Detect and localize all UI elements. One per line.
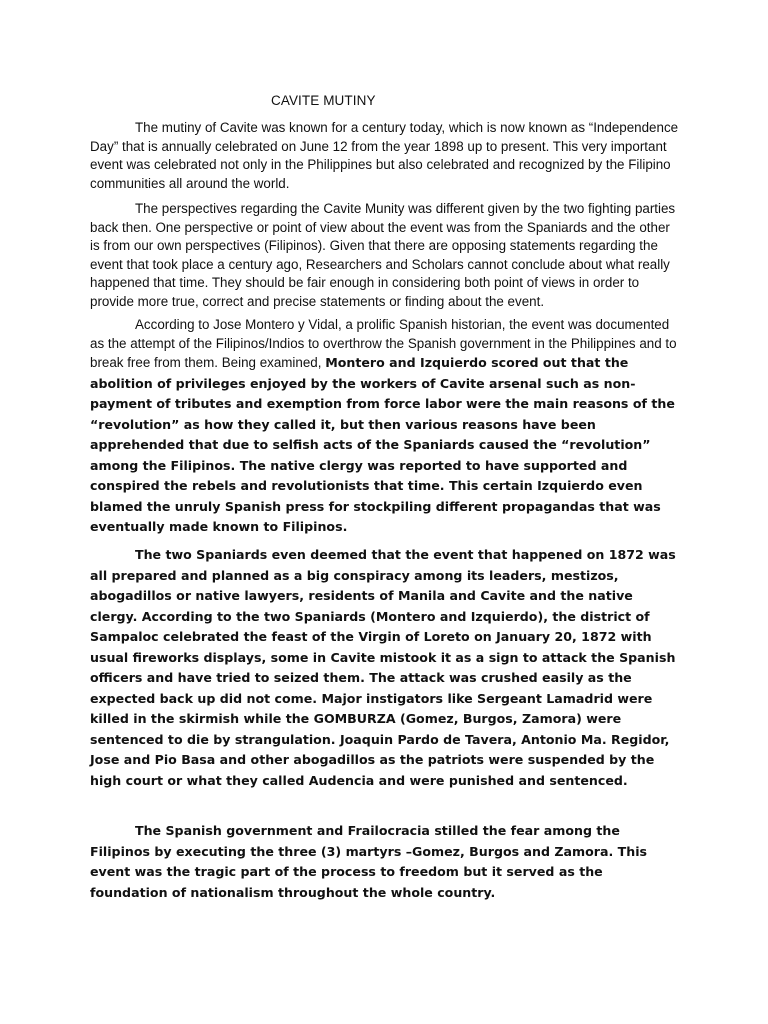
paragraph-5: The Spanish government and Frailocracia stilled the fear among the Filipinos by executing the three (3) martyrs –Gomez, Burgos and Zamora. This event was the tragic part of the process to freedom but it served as the foundation of nationalism throughout the whole country.	[90, 823, 648, 900]
document-title: CAVITE MUTINY	[271, 93, 376, 108]
paragraph-2: The perspectives regarding the Cavite Munity was different given by the two fighting parties back then. One perspective or point of view about the event was from the Spaniards and the other is from our own perspectives (Filipinos). Given that there are opposing statements regarding the event that took place a century ago, Researchers and Scholars cannot conclude about what really happened that time. They should be fair enough in considering both point of views in order to provide more true, correct and precise statements or finding about the event.	[90, 201, 676, 309]
paragraph-4: The two Spaniards even deemed that the event that happened on 1872 was all prepared and planned as a big conspiracy among its leaders, mestizos, abogadillos or native lawyers, residents of Manila and Cavite and the native clergy. According to the two Spaniards (Montero and Izquierdo), the district of Sampaloc celebrated the feast of the Virgin of Loreto on January 20, 1872 with usual fireworks displays, some in Cavite mistook it as a sign to attack the Spanish officers and have tried to seized them. The attack was crushed easily as the expected back up did not come. Major instigators like Sergeant Lamadrid were killed in the skirmish while the GOMBURZA (Gomez, Burgos, Zamora) were sentenced to die by strangulation. Joaquin Pardo de Tavera, Antonio Ma. Regidor, Jose and Pio Basa and other abogadillos as the patriots were suspended by the high court or what they called Audencia and were punished and sentenced.	[90, 547, 676, 788]
paragraph-3-normal-text: According to Jose Montero y Vidal, a prolific Spanish historian, the event was documented as the attempt of the Filipinos/Indios to overthrow the Spanish government in the Philippines and to break free from them. Being examined,	[90, 317, 677, 370]
paragraph-1: The mutiny of Cavite was known for a century today, which is now known as “Independence Day” that is annually celebrated on June 12 from the year 1898 up to present. This very important event was celebrated not only in the Philippines but also celebrated and recognized by the Filipino communities all around the world.	[90, 120, 679, 191]
paragraph-3-bold-text: Montero and Izquierdo scored out that the abolition of privileges enjoyed by the workers of Cavite arsenal such as non-payment of tributes and exemption from force labor were the main reasons of the “revolution” as how they called it, but then various reasons have been apprehended that due to selfish acts of the Spaniards caused the “revolution” among the Filipinos. The native clergy was reported to have supported and conspired the rebels and revolutionists that time. This certain Izquierdo even blamed the unruly Spanish press for stockpiling different propagandas that was eventually made known to Filipinos.	[90, 355, 675, 534]
paragraph-3	[90, 316, 680, 538]
